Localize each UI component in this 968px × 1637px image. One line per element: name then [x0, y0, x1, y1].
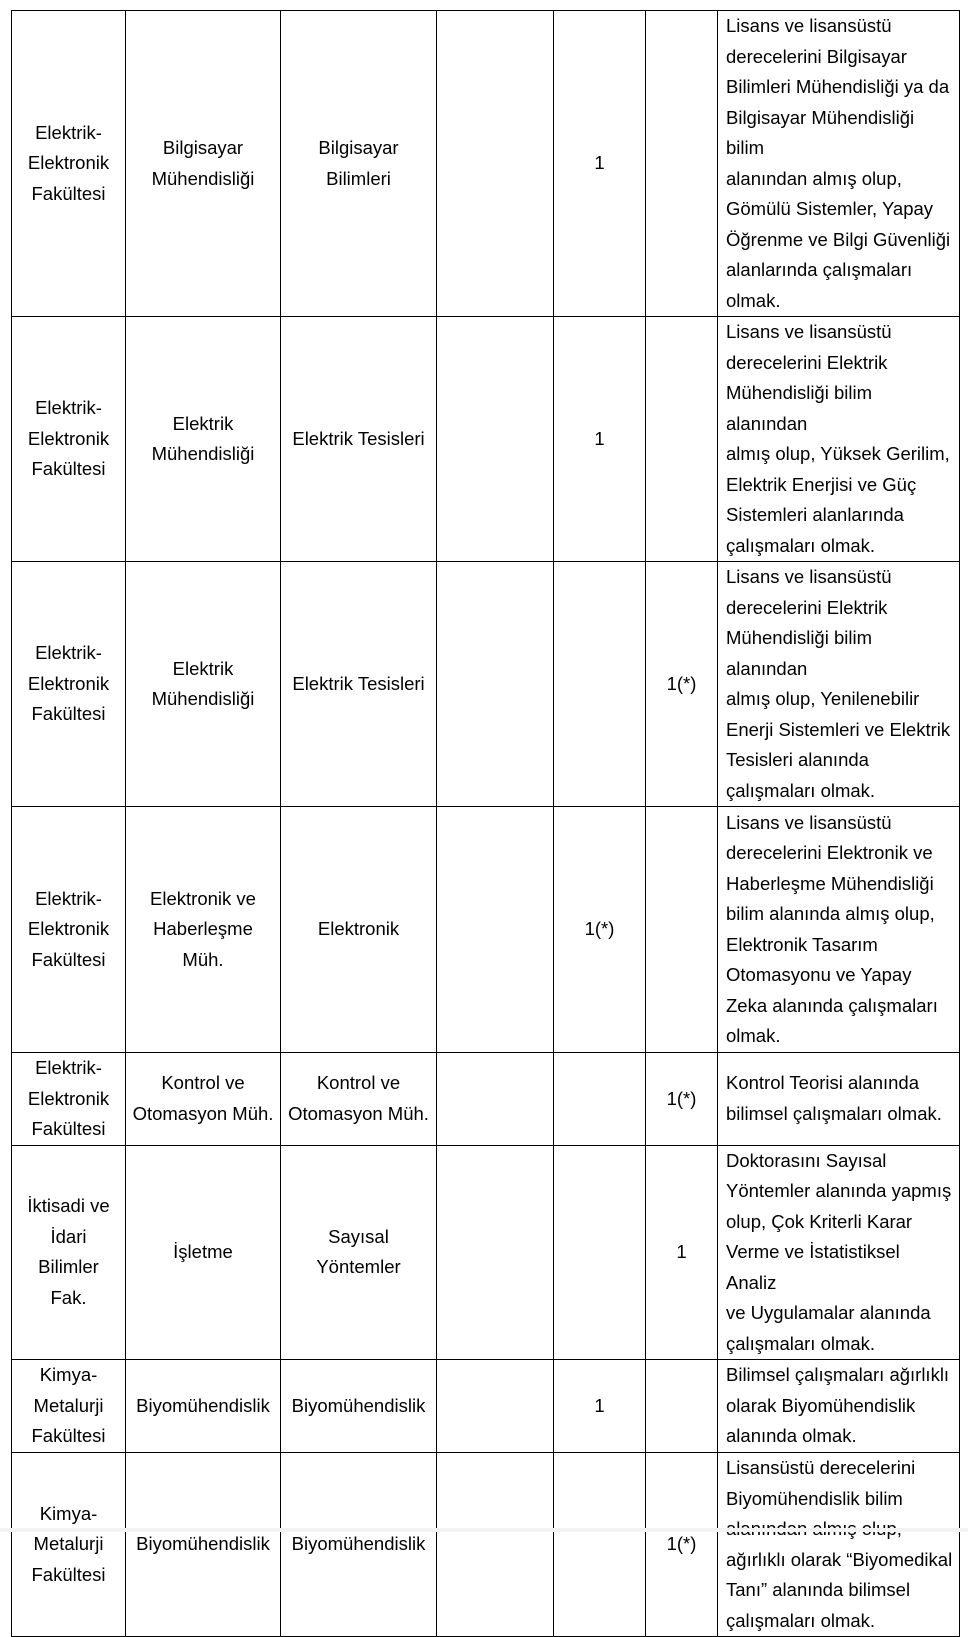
count-cell-5: 1 — [554, 317, 646, 562]
field-cell: Elektrik Tesisleri — [281, 317, 437, 562]
count-cell-4 — [437, 317, 554, 562]
field-cell: Kontrol ve Otomasyon Müh. — [281, 1053, 437, 1146]
count-cell-6 — [646, 317, 718, 562]
description-cell: Doktorasını Sayısal Yöntemler alanında yapmış olup, Çok Kriterli Karar Verme ve İstatistiksel Analiz ve Uygulamalar alanında çalışmaları olmak. — [718, 1145, 960, 1360]
count-cell-4 — [437, 1453, 554, 1637]
description-cell: Lisans ve lisansüstü derecelerini Elektronik ve Haberleşme Mühendisliği bilim alanında almış olup, Elektronik Tasarım Otomasyonu ve Yapay Zeka alanında çalışmaları olmak. — [718, 807, 960, 1053]
table-row — [12, 1453, 960, 1637]
count-cell-6: 1 — [646, 1145, 718, 1360]
count-cell-5: 1 — [554, 11, 646, 317]
faculty-cell: Elektrik- Elektronik Fakültesi — [12, 562, 126, 807]
count-cell-6: 1(*) — [646, 562, 718, 807]
description-cell: Lisans ve lisansüstü derecelerini Elektrik Mühendisliği bilim alanından almış olup, Yenilenebilir Enerji Sistemleri ve Elektrik Tesisleri alanında çalışmaları olmak. — [718, 562, 960, 807]
department-cell: Elektrik Mühendisliği — [126, 317, 281, 562]
count-cell-4 — [437, 1145, 554, 1360]
faculty-cell: Elektrik- Elektronik Fakültesi — [12, 1053, 126, 1146]
count-cell-4 — [437, 1053, 554, 1146]
count-cell-4 — [437, 562, 554, 807]
description-cell: Lisansüstü derecelerini Biyomühendislik bilim ağırlıklı olarak “Biyomedikal Tanı” alanında bilimsel çalışmaları olmak. — [718, 1453, 960, 1637]
faculty-cell: Elektrik- Elektronik Fakültesi — [12, 317, 126, 562]
count-cell-4 — [437, 807, 554, 1053]
department-cell: Kontrol ve Otomasyon Müh. — [126, 1053, 281, 1146]
table-row — [12, 1145, 960, 1360]
description-cell: Lisans ve lisansüstü derecelerini Bilgisayar Bilimleri Mühendisliği ya da Bilgisayar Mühendisliği bilim alanından almış olup, Gömülü Sistemler, Yapay Öğrenme ve Bilgi Güvenliği alanlarında çalışmaları olmak. — [718, 11, 960, 317]
field-cell: Bilgisayar Bilimleri — [281, 11, 437, 317]
table-row — [12, 1053, 960, 1146]
count-cell-4 — [437, 11, 554, 317]
field-cell: Sayısal Yöntemler — [281, 1145, 437, 1360]
department-cell: Biyomühendislik — [126, 1453, 281, 1637]
description-cell: Kontrol Teorisi alanında bilimsel çalışmaları olmak. — [718, 1053, 960, 1146]
count-cell-5 — [554, 1145, 646, 1360]
count-cell-6: 1(*) — [646, 1053, 718, 1146]
field-cell: Biyomühendislik — [281, 1360, 437, 1453]
field-cell: Elektrik Tesisleri — [281, 562, 437, 807]
positions-table — [11, 10, 960, 1637]
department-cell: Biyomühendislik — [126, 1360, 281, 1453]
count-cell-5: 1 — [554, 1360, 646, 1453]
table-row — [12, 807, 960, 1053]
faculty-cell: İktisadi ve İdari Bilimler Fak. — [12, 1145, 126, 1360]
table-row — [12, 11, 960, 317]
description-cell: Bilimsel çalışmaları ağırlıklı olarak Biyomühendislik alanında olmak. — [718, 1360, 960, 1453]
count-cell-6 — [646, 11, 718, 317]
count-cell-5 — [554, 1453, 646, 1637]
faculty-cell: Kimya- Metalurji Fakültesi — [12, 1360, 126, 1453]
count-cell-5 — [554, 1053, 646, 1146]
department-cell: İşletme — [126, 1145, 281, 1360]
count-cell-6 — [646, 807, 718, 1053]
count-cell-4 — [437, 1360, 554, 1453]
faculty-cell: Elektrik- Elektronik Fakültesi — [12, 807, 126, 1053]
table-row — [12, 562, 960, 807]
table-row — [12, 317, 960, 562]
field-cell: Elektronik — [281, 807, 437, 1053]
count-cell-5: 1(*) — [554, 807, 646, 1053]
department-cell: Bilgisayar Mühendisliği — [126, 11, 281, 317]
count-cell-5 — [554, 562, 646, 807]
field-cell: Biyomühendislik — [281, 1453, 437, 1637]
faculty-cell: Kimya- Metalurji Fakültesi — [12, 1453, 126, 1637]
count-cell-6: 1(*) — [646, 1453, 718, 1637]
department-cell: Elektronik ve Haberleşme Müh. — [126, 807, 281, 1053]
page-bottom-edge — [0, 1528, 968, 1532]
faculty-cell: Elektrik- Elektronik Fakültesi — [12, 11, 126, 317]
description-cell: Lisans ve lisansüstü derecelerini Elektrik Mühendisliği bilim alanından almış olup, Yüksek Gerilim, Elektrik Enerjisi ve Güç Sistemleri alanlarında çalışmaları olmak. — [718, 317, 960, 562]
table-row — [12, 1360, 960, 1453]
count-cell-6 — [646, 1360, 718, 1453]
department-cell: Elektrik Mühendisliği — [126, 562, 281, 807]
